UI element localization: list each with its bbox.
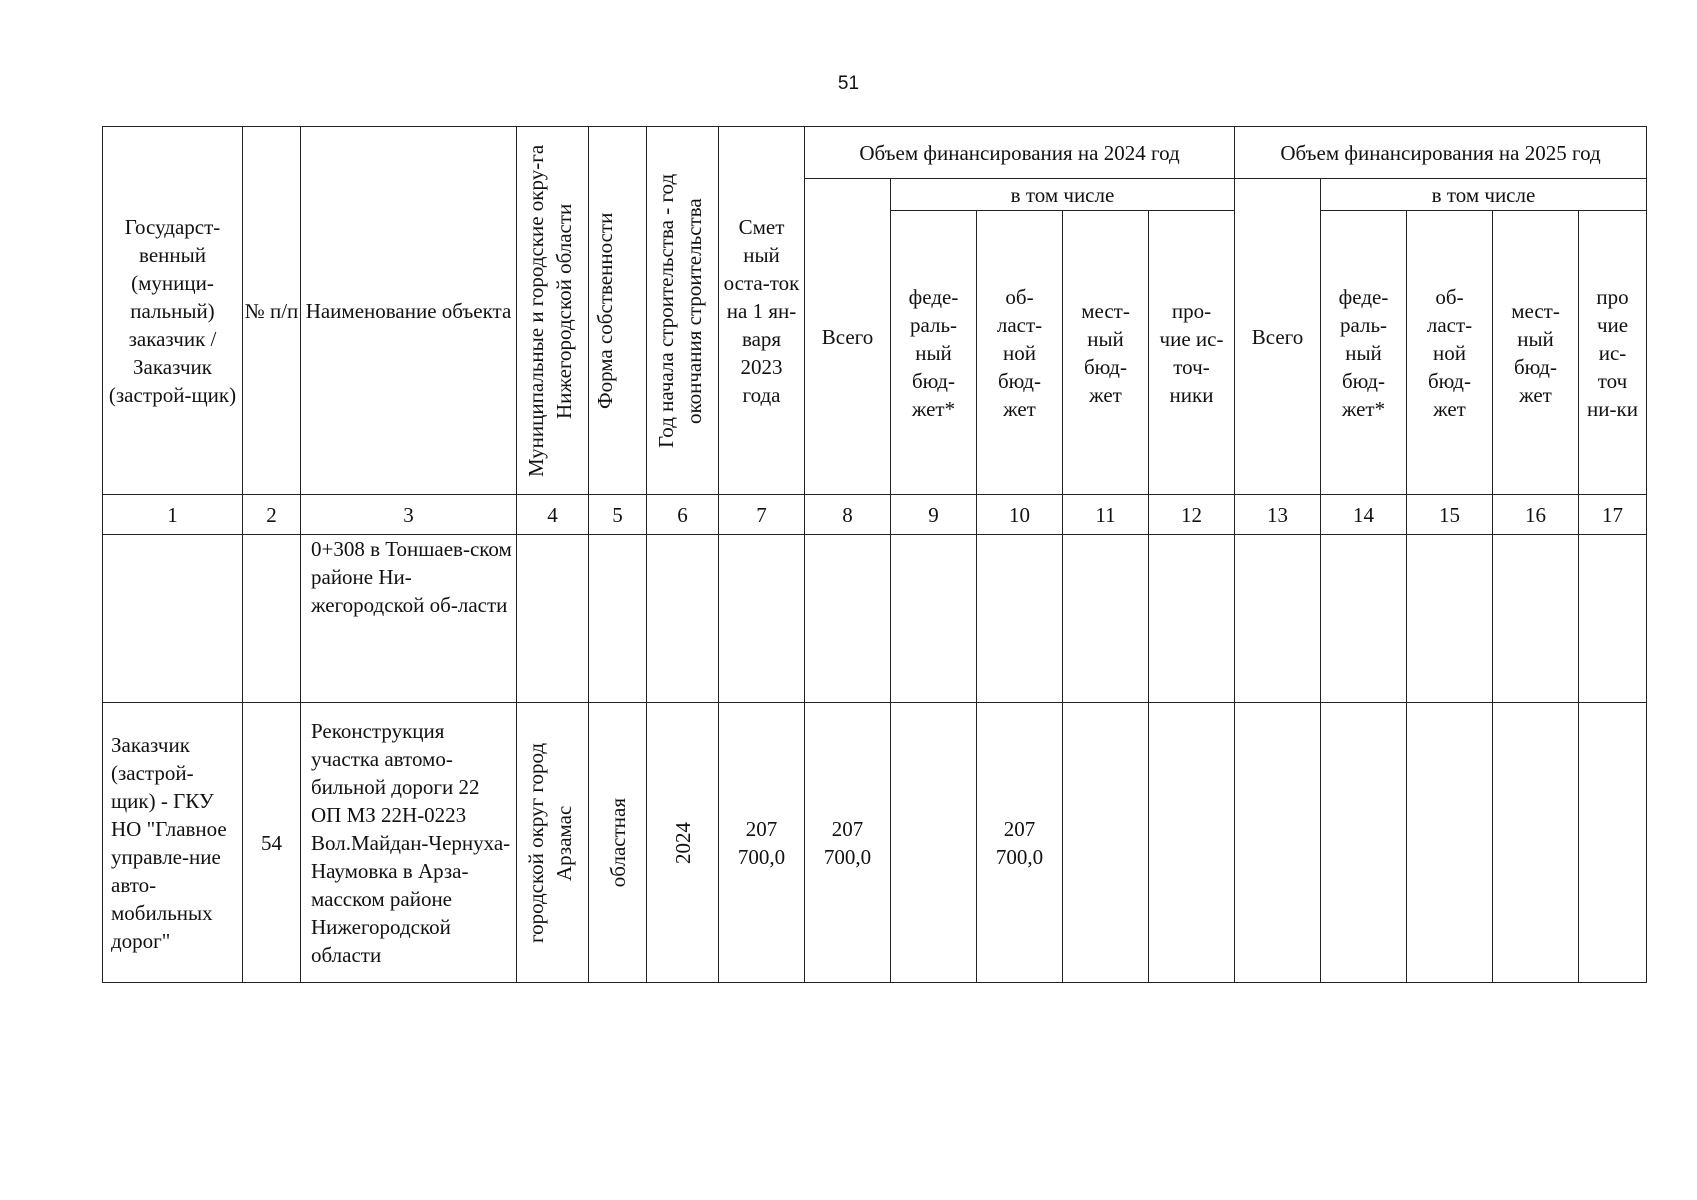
header-estimate (719, 127, 805, 495)
header-num-text: № п/п (244, 298, 299, 323)
header-incl-2025: в том числе (1321, 179, 1647, 211)
col-num-1: 1 (103, 495, 243, 535)
col-num-12: 12 (1149, 495, 1235, 535)
col-num-4: 4 (517, 495, 589, 535)
row1-cell-11 (1063, 535, 1149, 703)
header-federal-2024-text: феде-раль-ный бюд-жет* (908, 284, 959, 421)
row2-municipality (517, 703, 589, 983)
header-customer (103, 127, 243, 495)
column-numbers-row (103, 495, 1647, 535)
header-other-2025-text: про чие ис-точ ни-ки (1587, 284, 1638, 421)
row1-years (647, 535, 719, 703)
row2-ownership (589, 703, 647, 983)
row2-cell-12 (1149, 703, 1235, 983)
col-num-8: 8 (805, 495, 891, 535)
row1-object-name: 0+308 в Тоншаев-ском районе Ни-жегородской об-ласти (301, 535, 517, 703)
header-regional-2025-text: об-ласт-ной бюд-жет (1426, 284, 1473, 421)
header-years (647, 127, 719, 495)
row1-regional-2024 (977, 535, 1063, 703)
table-row (103, 703, 1647, 983)
col-num-2: 2 (243, 495, 301, 535)
row1-customer (103, 535, 243, 703)
header-local-2025 (1493, 211, 1579, 495)
header-fin-2025: Объем финансирования на 2025 год (1235, 127, 1647, 179)
row1-cell-13 (1235, 535, 1321, 703)
header-object-name-text: Наименование объекта (305, 298, 512, 323)
header-local-2024 (1063, 211, 1149, 495)
row1-num (243, 535, 301, 703)
header-other-2024-text: про-чие ис-точ-ники (1159, 298, 1224, 407)
col-num-5: 5 (589, 495, 647, 535)
row1-cell-14 (1321, 535, 1407, 703)
row2-years-text: 2024 (670, 821, 695, 864)
header-federal-2024 (891, 211, 977, 495)
col-num-7: 7 (719, 495, 805, 535)
header-num (243, 127, 301, 495)
col-num-13: 13 (1235, 495, 1321, 535)
header-ownership (589, 127, 647, 495)
row2-object-name: Реконструкция участка автомо-бильной дороги 22 ОП МЗ 22Н-0223 Вол.Майдан-Чернуха-Наумовка в Арза-масском районе Нижегородской области (301, 703, 517, 983)
header-fin-2024: Объем финансирования на 2024 год (805, 127, 1235, 179)
row1-total-2024 (805, 535, 891, 703)
row2-total-2024: 207 700,0 (805, 703, 891, 983)
header-local-2024-text: мест-ный бюд-жет (1081, 298, 1130, 407)
header-regional-2024-text: об-ласт-ной бюд-жет (996, 284, 1043, 421)
header-federal-2025-text: феде-раль-ный бюд-жет* (1338, 284, 1389, 421)
row1-cell-15 (1407, 535, 1493, 703)
row2-num: 54 (243, 703, 301, 983)
row1-ownership (589, 535, 647, 703)
row2-cell-17 (1579, 703, 1647, 983)
col-num-17: 17 (1579, 495, 1647, 535)
col-num-14: 14 (1321, 495, 1407, 535)
header-municipality-text: Муниципальные и городские окру-га Нижегородской области (523, 144, 576, 477)
row2-federal-2024 (891, 703, 977, 983)
col-num-3: 3 (301, 495, 517, 535)
row1-municipality (517, 535, 589, 703)
row2-years (647, 703, 719, 983)
header-federal-2025 (1321, 211, 1407, 495)
header-incl-2024: в том числе (891, 179, 1235, 211)
header-regional-2025 (1407, 211, 1493, 495)
col-num-11: 11 (1063, 495, 1149, 535)
header-other-2024 (1149, 211, 1235, 495)
col-num-6: 6 (647, 495, 719, 535)
col-num-10: 10 (977, 495, 1063, 535)
row1-cell-12 (1149, 535, 1235, 703)
header-total-2025: Всего (1235, 179, 1321, 495)
header-regional-2024 (977, 211, 1063, 495)
header-local-2025-text: мест-ный бюд-жет (1511, 298, 1560, 407)
row2-ownership-text: областная (605, 797, 630, 888)
row2-cell-13 (1235, 703, 1321, 983)
row2-estimate: 207 700,0 (719, 703, 805, 983)
col-num-9: 9 (891, 495, 977, 535)
page-number: 51 (837, 73, 860, 94)
row2-regional-2024: 207 700,0 (977, 703, 1063, 983)
table-row (103, 535, 1647, 703)
row1-estimate (719, 535, 805, 703)
row2-cell-11 (1063, 703, 1149, 983)
row1-cell-16 (1493, 535, 1579, 703)
col-num-16: 16 (1493, 495, 1579, 535)
header-object-name (301, 127, 517, 495)
row1-cell-17 (1579, 535, 1647, 703)
financing-table (102, 126, 1647, 983)
row2-customer: Заказчик (застрой-щик) - ГКУ НО "Главное управле-ние авто-мобильных дорог" (103, 703, 243, 983)
row2-cell-15 (1407, 703, 1493, 983)
row2-municipality-text: городской округ город Арзамас (523, 742, 576, 943)
col-num-15: 15 (1407, 495, 1493, 535)
header-municipality (517, 127, 589, 495)
row2-cell-16 (1493, 703, 1579, 983)
header-ownership-text: Форма собственности (592, 212, 617, 409)
header-years-text: Год начала строительства - год окончания строительства (653, 173, 706, 448)
header-customer-text: Государст-венный (муници-пальный) заказчик / Заказчик (застрой-щик) (108, 214, 237, 407)
header-other-2025 (1579, 211, 1647, 495)
header-estimate-text: Смет ный оста-ток на 1 ян-варя 2023 года (723, 214, 800, 407)
row1-federal-2024 (891, 535, 977, 703)
header-total-2024: Всего (805, 179, 891, 495)
row2-cell-14 (1321, 703, 1407, 983)
